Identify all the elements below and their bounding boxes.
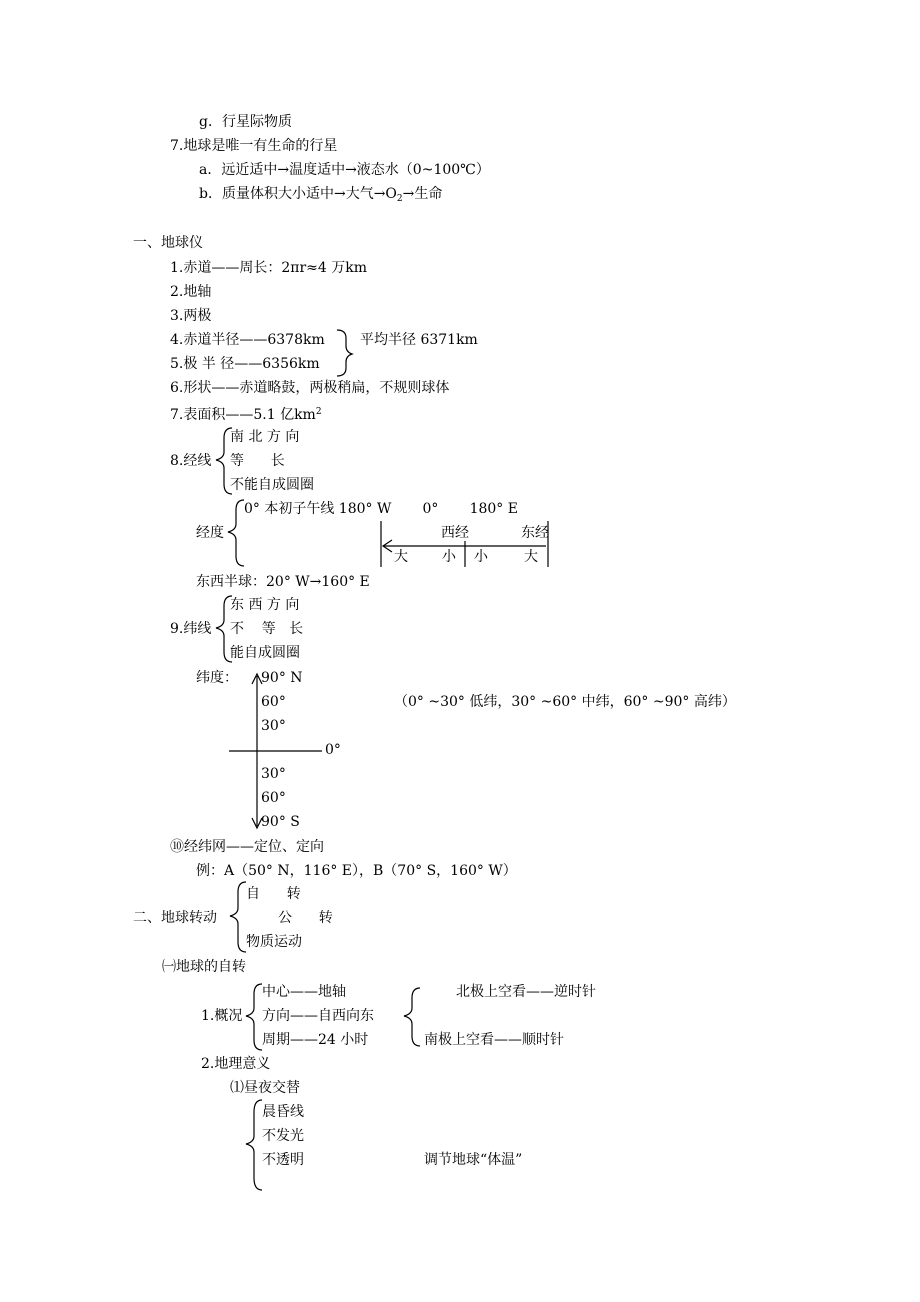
north-pole-view: 北极上空看——逆时针 — [456, 984, 596, 1000]
latitude-zero: 0° — [325, 742, 341, 758]
rotation-heading: 二、地球转动 — [133, 910, 217, 926]
latitude-tick: 30° — [261, 718, 286, 734]
terminator-brace — [246, 1100, 262, 1190]
rotation-item: 公 转 — [278, 910, 333, 926]
planet-item-7a: a．远近适中→温度适中→液态水（0~100℃） — [199, 162, 490, 178]
longitude-brace — [228, 500, 244, 566]
globe-area — [170, 403, 322, 424]
rotation-brace — [230, 882, 246, 952]
globe-mean-radius: 平均半径 6371km — [360, 332, 478, 348]
parallel-item: 不 等 长 — [230, 621, 304, 637]
scale-label: 小 — [474, 549, 488, 565]
planet-item-g: g．行星际物质 — [199, 114, 292, 130]
scale-label: 大 — [524, 549, 538, 565]
globe-shape: 6.形状——赤道略鼓，两极稍扁，不规则球体 — [170, 380, 450, 396]
globe-eq-radius: 4.赤道半径——6378km — [170, 332, 325, 348]
latitude-note: （0° ~30° 低纬，30° ~60° 中纬，60° ~90° 高纬） — [394, 694, 736, 710]
view-brace — [404, 988, 420, 1046]
terminator-item: 不发光 — [262, 1128, 304, 1144]
scale-label: 小 — [442, 549, 456, 565]
longitude-line: 0° 本初子午线 180° W 0° 180° E — [244, 501, 518, 517]
globe-polar-radius: 5.极 半 径——6356km — [170, 356, 320, 372]
graticule: ⑩经纬网——定位、定向 — [170, 839, 324, 855]
latitude-tick: 90° S — [261, 814, 300, 830]
planet-item-7: 7.地球是唯一有生命的行星 — [170, 138, 338, 154]
overview-item: 周期——24 小时 — [262, 1032, 369, 1048]
overview-item: 方向——自西向东 — [262, 1008, 374, 1024]
scale-label: 大 — [394, 549, 408, 565]
temperature-regulation: 调节地球“体温” — [424, 1152, 523, 1168]
planet-item-7b — [199, 185, 442, 208]
meridian-item: 等 长 — [230, 453, 285, 469]
planet-item-7b-tail: →生命 — [402, 186, 443, 202]
area-superscript: 2 — [315, 407, 322, 417]
latitude-tick: 90° N — [261, 670, 303, 686]
south-pole-view: 南极上空看——顺时针 — [424, 1032, 564, 1048]
terminator-item: 晨昏线 — [262, 1104, 304, 1120]
planet-item-7b-text: b．质量体积大小适中→大气→O — [199, 186, 397, 202]
radius-brace — [337, 330, 352, 376]
parallel-item: 能自成圆圈 — [230, 645, 300, 661]
rotation-item: 自 转 — [246, 886, 301, 902]
meridian-label: 8.经线 — [170, 453, 212, 469]
overview-label: 1.概况 — [201, 1008, 243, 1024]
latitude-tick: 60° — [261, 790, 286, 806]
globe-heading: 一、地球仪 — [133, 235, 203, 251]
globe-axis: 2.地轴 — [170, 284, 212, 300]
overview-item: 中心——地轴 — [262, 984, 346, 1000]
globe-area-text: 7.表面积——5.1 亿km — [170, 407, 316, 423]
oxygen-subscript: 2 — [396, 194, 403, 204]
east-longitude: 东经 — [521, 525, 549, 541]
latitude-label: 纬度： — [196, 670, 238, 686]
parallel-label: 9.纬线 — [170, 621, 212, 637]
rotation-item: 物质运动 — [246, 934, 302, 950]
parallel-item: 东 西 方 向 — [230, 597, 300, 613]
terminator-item: 不透明 — [262, 1152, 304, 1168]
globe-equator: 1.赤道——周长：2πr≈4 万km — [170, 260, 368, 276]
rotation-subheading: ㈠地球的自转 — [162, 959, 246, 975]
latitude-tick: 30° — [261, 766, 286, 782]
meridian-item: 南 北 方 向 — [230, 429, 300, 445]
significance-heading: 2.地理意义 — [201, 1056, 271, 1072]
graticule-example: 例：A（50° N，116° E），B（70° S，160° W） — [196, 863, 517, 879]
latitude-tick: 60° — [261, 694, 286, 710]
longitude-label: 经度 — [196, 525, 224, 541]
globe-poles: 3.两极 — [170, 308, 212, 324]
day-night-heading: ⑴昼夜交替 — [230, 1080, 300, 1096]
meridian-item: 不能自成圆圈 — [230, 477, 314, 493]
overview-brace — [246, 984, 262, 1050]
west-longitude: 西经 — [441, 525, 469, 541]
hemisphere-division: 东西半球：20° W→160° E — [196, 574, 370, 590]
